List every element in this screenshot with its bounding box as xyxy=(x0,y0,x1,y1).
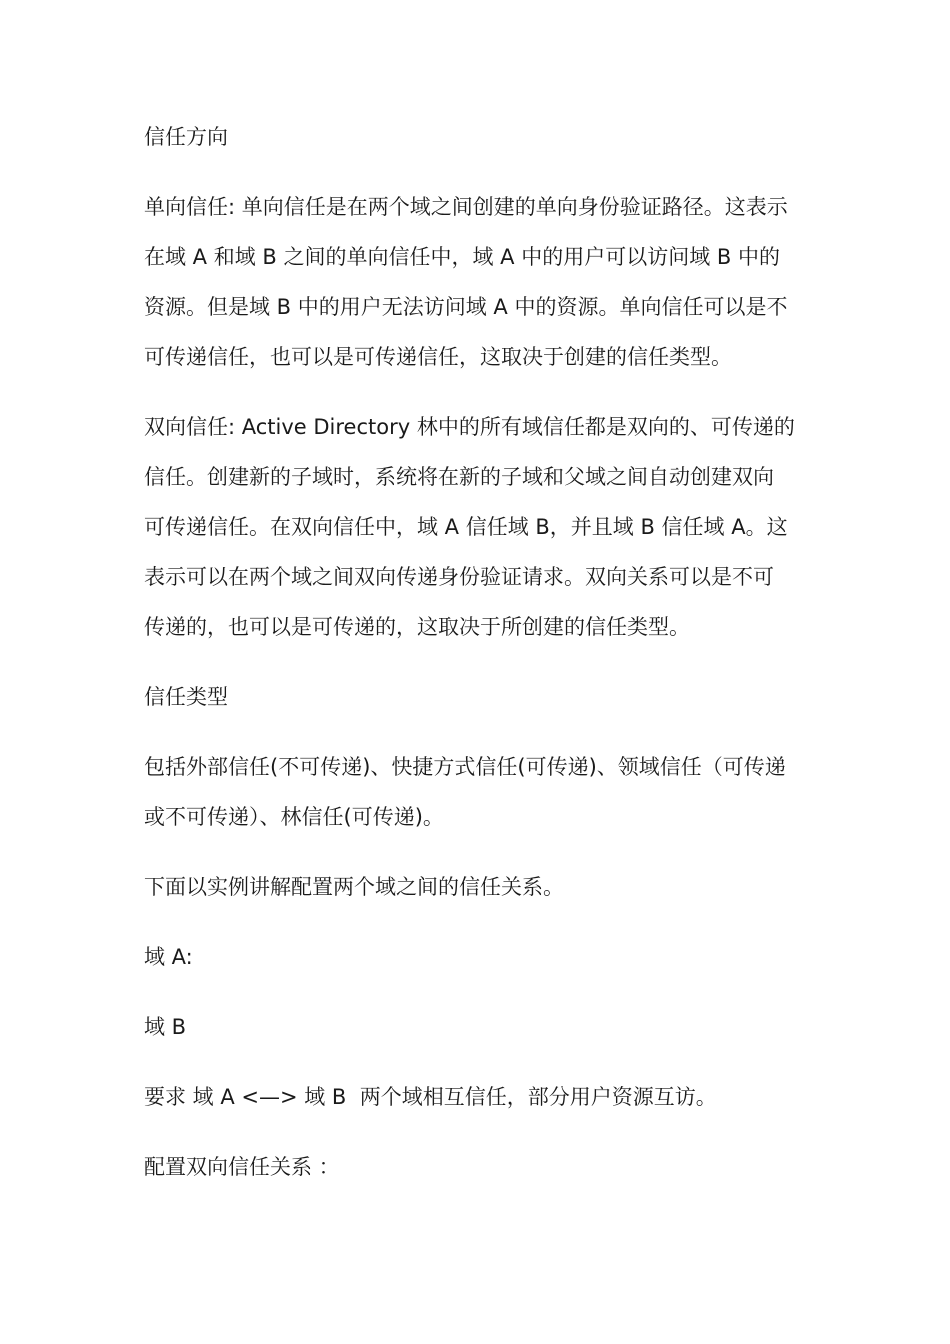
heading-trust-types: 信任类型 xyxy=(144,685,228,709)
text-line: 双向信任: Active Directory 林中的所有域信任都是双向的、可传递的 xyxy=(144,415,795,439)
paragraph-example-intro: 下面以实例讲解配置两个域之间的信任关系。 xyxy=(144,875,564,899)
document-body xyxy=(144,112,814,1192)
paragraph-requirement: 要求 域 A <—> 域 B 两个域相互信任，部分用户资源互访。 xyxy=(144,1085,717,1109)
heading-configure-two-way-trust: 配置双向信任关系 ： xyxy=(144,1155,340,1179)
paragraph-two-way-trust xyxy=(144,402,814,652)
text-line: 传递的，也可以是可传递的，这取决于所创建的信任类型。 xyxy=(144,615,690,639)
heading-trust-direction: 信任方向 xyxy=(144,125,228,149)
text-line: 表示可以在两个域之间双向传递身份验证请求。双向关系可以是不可 xyxy=(144,565,774,589)
text-line: 包括外部信任(不可传递)、快捷方式信任(可传递)、领域信任（可传递 xyxy=(144,755,786,779)
label-domain-a: 域 A: xyxy=(144,945,193,969)
text-line: 信任。创建新的子域时，系统将在新的子域和父域之间自动创建双向 xyxy=(144,465,774,489)
text-line: 单向信任: 单向信任是在两个域之间创建的单向身份验证路径。这表示 xyxy=(144,195,788,219)
paragraph-one-way-trust xyxy=(144,182,814,382)
text-line: 在域 A 和域 B 之间的单向信任中，域 A 中的用户可以访问域 B 中的 xyxy=(144,245,780,269)
text-line: 资源。但是域 B 中的用户无法访问域 A 中的资源。单向信任可以是不 xyxy=(144,295,788,319)
text-line: 或不可传递）、林信任(可传递)。 xyxy=(144,805,444,829)
text-line: 可传递信任，也可以是可传递信任，这取决于创建的信任类型。 xyxy=(144,345,732,369)
label-domain-b: 域 B xyxy=(144,1015,187,1039)
text-line: 可传递信任。在双向信任中，域 A 信任域 B，并且域 B 信任域 A。这 xyxy=(144,515,788,539)
paragraph-trust-types xyxy=(144,742,814,842)
